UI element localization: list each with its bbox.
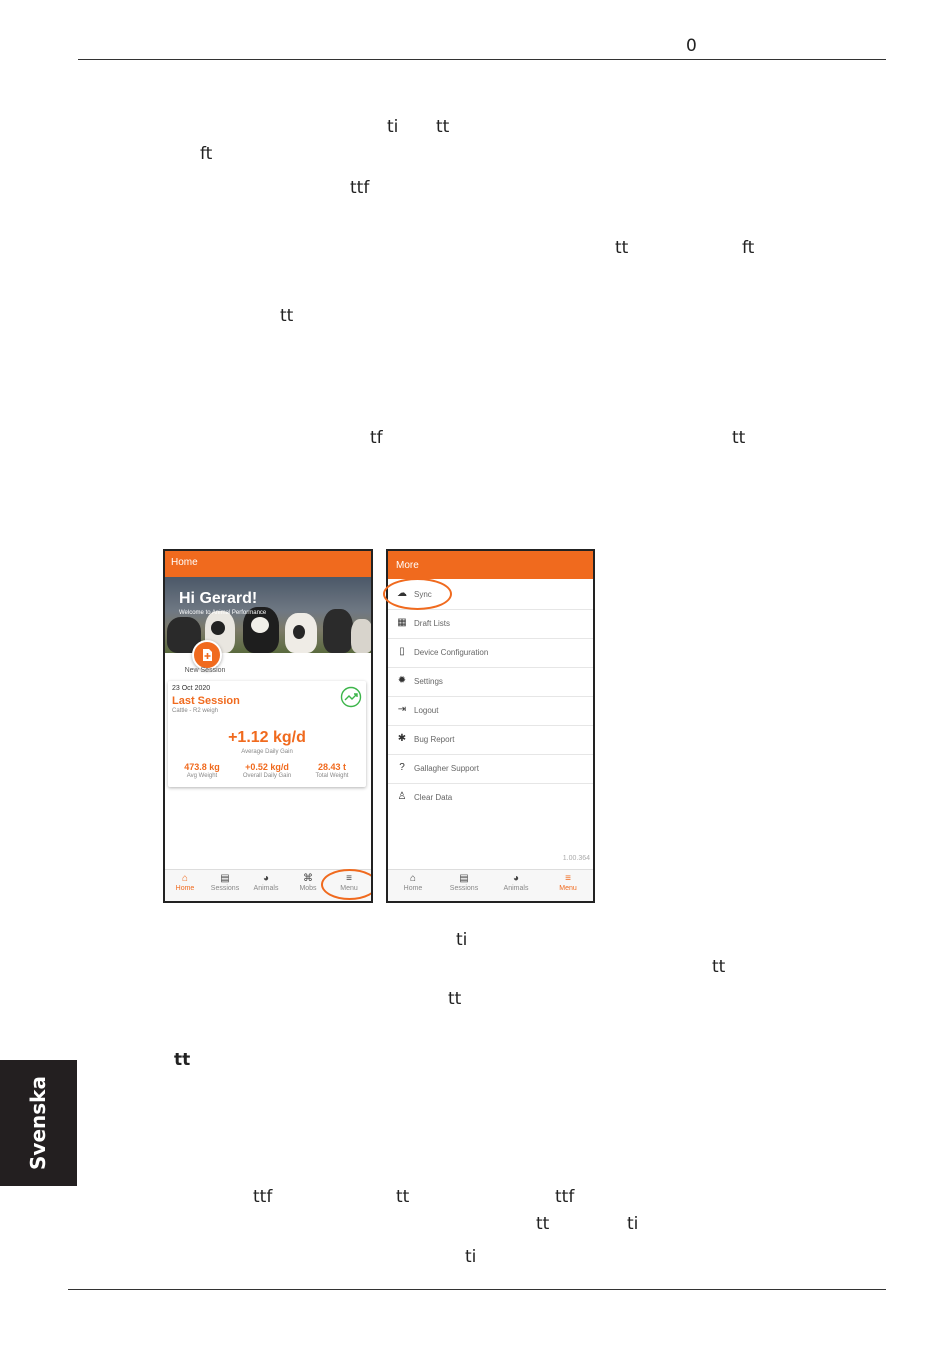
stat-label: Avg Weight — [186, 773, 218, 779]
animal-icon: ◕ — [512, 873, 520, 884]
broom-icon: ♙ — [397, 791, 407, 802]
home-screen-screenshot — [163, 549, 373, 903]
home-header-title: Home — [171, 557, 198, 568]
cow-image — [251, 617, 269, 633]
page-number: 0 — [686, 36, 697, 56]
tab-home[interactable] — [165, 873, 205, 892]
last-session-card[interactable] — [168, 681, 366, 787]
more-header-title: More — [396, 560, 419, 571]
average-daily-gain-label: Average Daily Gain — [241, 749, 293, 755]
help-icon: ? — [399, 762, 405, 773]
menu-item-gallagher-support[interactable] — [388, 754, 593, 784]
tab-label: Menu — [559, 885, 577, 892]
tab-label: Menu — [340, 885, 358, 892]
tab-label: Mobs — [299, 885, 317, 892]
language-tab-label: Svenska — [26, 1076, 50, 1170]
tab-animals[interactable] — [496, 873, 536, 892]
tab-label: Sessions — [449, 885, 479, 892]
text-fragment: tt — [615, 238, 629, 258]
menu-item-logout[interactable] — [388, 696, 593, 726]
cow-image — [323, 609, 353, 653]
cow-image — [211, 621, 225, 635]
new-document-icon — [194, 642, 220, 668]
text-fragment: ti — [456, 930, 468, 950]
stat-value: 28.43 t — [317, 762, 347, 772]
welcome-text: Welcome to Animal Performance — [179, 610, 267, 616]
clipboard-icon: ▤ — [220, 873, 230, 884]
menu-item-label: Settings — [414, 677, 443, 686]
cow-image — [351, 619, 371, 653]
home-icon: ⌂ — [409, 873, 417, 884]
menu-item-draft-lists[interactable] — [388, 609, 593, 639]
session-date: 23 Oct 2020 — [172, 685, 211, 692]
text-fragment: tt — [448, 989, 462, 1009]
menu-icon: ≡ — [565, 873, 571, 884]
tab-home[interactable] — [393, 873, 433, 892]
menu-item-clear-data[interactable] — [388, 783, 593, 812]
text-fragment: tt — [436, 117, 450, 137]
text-fragment: tt — [396, 1187, 410, 1207]
tab-sessions[interactable] — [444, 873, 484, 892]
greeting-title: Hi Gerard! — [179, 590, 258, 607]
menu-icon: ≡ — [346, 873, 352, 884]
text-fragment: ttf — [350, 178, 370, 198]
stat-value: 473.8 kg — [184, 762, 220, 772]
clipboard-icon: ▤ — [459, 873, 469, 884]
tab-label: Home — [175, 885, 195, 892]
tab-animals[interactable] — [246, 873, 286, 892]
text-fragment: tt — [732, 428, 746, 448]
text-fragment: ttf — [555, 1187, 575, 1207]
bug-icon: ✱ — [397, 733, 407, 744]
text-fragment: ti — [465, 1247, 477, 1267]
home-header — [165, 551, 371, 577]
last-session-title: Last Session — [172, 695, 240, 707]
stat-label: Overall Daily Gain — [242, 773, 292, 779]
tab-label: Animals — [253, 885, 279, 892]
logout-icon: ⇥ — [397, 704, 407, 715]
animal-icon: ◕ — [262, 873, 270, 884]
mobs-icon: ⌘ — [303, 873, 313, 884]
footer-rule — [68, 1289, 886, 1290]
header-rule — [78, 59, 886, 60]
text-fragment: tt — [536, 1214, 550, 1234]
text-fragment: ft — [200, 144, 213, 164]
cow-image — [293, 625, 305, 639]
stat-value: +0.52 kg/d — [245, 762, 289, 772]
text-fragment: ti — [627, 1214, 639, 1234]
menu-item-label: Draft Lists — [414, 619, 451, 628]
text-fragment: tt — [174, 1050, 191, 1070]
language-tab — [0, 1060, 77, 1186]
menu-highlight-ring — [321, 869, 373, 900]
home-icon: ⌂ — [181, 873, 189, 884]
tab-label: Sessions — [210, 885, 240, 892]
draft-list-icon: ▦ — [397, 617, 407, 628]
text-fragment: tt — [280, 306, 294, 326]
tab-label: Home — [403, 885, 423, 892]
menu-item-label: Sync — [414, 590, 432, 599]
tab-label: Animals — [503, 885, 529, 892]
trend-up-icon — [340, 686, 362, 708]
text-fragment: ti — [387, 117, 399, 137]
sync-highlight-ring — [383, 578, 452, 610]
new-session-button[interactable] — [192, 640, 222, 670]
text-fragment: ttf — [253, 1187, 273, 1207]
stat-label: Total Weight — [315, 773, 349, 779]
gear-icon: ✹ — [397, 675, 407, 686]
menu-item-label: Clear Data — [414, 793, 453, 802]
tab-sessions[interactable] — [205, 873, 245, 892]
average-daily-gain-value: +1.12 kg/d — [228, 729, 306, 746]
device-icon: ▯ — [399, 646, 405, 657]
session-subtitle: Cattle - R2 weigh — [172, 708, 219, 714]
menu-item-label: Logout — [414, 706, 439, 715]
menu-item-label: Bug Report — [414, 735, 455, 744]
menu-item-label: Device Configuration — [414, 648, 489, 657]
menu-item-bug-report[interactable] — [388, 725, 593, 755]
text-fragment: tf — [370, 428, 383, 448]
new-session-label: New Session — [184, 667, 226, 674]
cloud-sync-icon: ☁ — [397, 588, 407, 599]
menu-item-settings[interactable] — [388, 667, 593, 697]
bottom-tab-bar — [388, 869, 593, 901]
text-fragment: tt — [712, 957, 726, 977]
version-label: 1.00.364 — [562, 855, 590, 862]
more-header — [388, 551, 593, 579]
menu-item-label: Gallagher Support — [414, 764, 479, 773]
tab-menu[interactable] — [548, 873, 588, 892]
menu-item-device-configuration[interactable] — [388, 638, 593, 668]
text-fragment: ft — [742, 238, 755, 258]
